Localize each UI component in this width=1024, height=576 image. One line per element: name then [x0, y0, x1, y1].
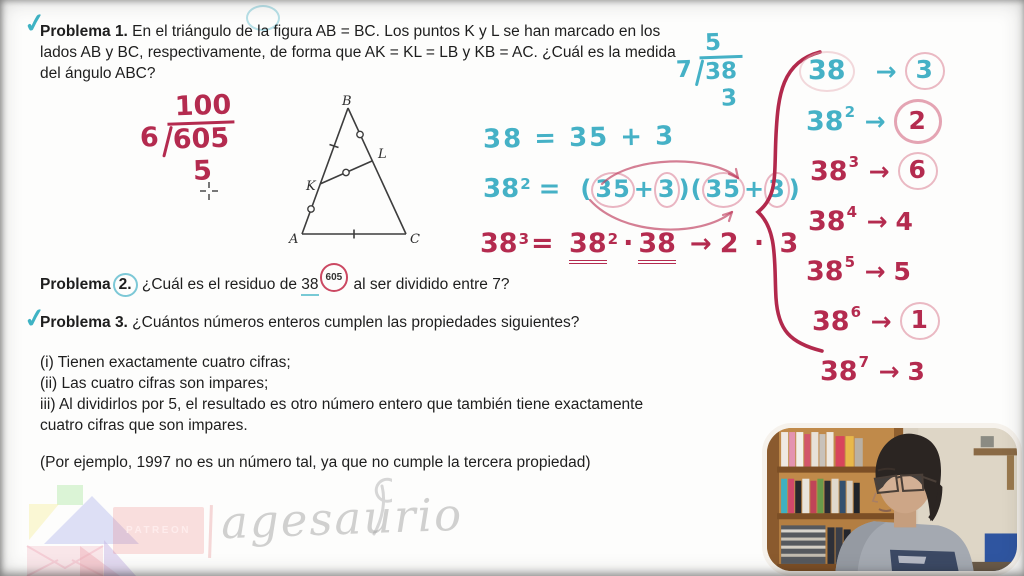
check-icon: ✓ [21, 6, 48, 40]
vertex-label-K: K [306, 179, 316, 194]
power-residue: 1 [900, 302, 940, 340]
handwritten-division-38 [675, 29, 745, 113]
check-icon: ✓ [21, 301, 48, 335]
problem-2-label: Problema [40, 276, 111, 293]
power-residue: 3 [907, 356, 926, 386]
vertex-label-C: C [410, 232, 420, 245]
division-remainder: 3 [720, 85, 738, 112]
division-quotient: 5 [704, 29, 722, 57]
webcam-video [767, 428, 1017, 571]
token-circled: 35 [702, 172, 745, 208]
division-dividend: 605 [167, 120, 235, 155]
power-exponent: 4 [846, 203, 858, 221]
problem-3-example: (Por ejemplo, 1997 no es un número tal, ya que no cumple la tercera propiedad) [40, 454, 591, 471]
token-circled: 3 [764, 172, 790, 208]
problem-3-item-2: (ii) Las cuatro cifras son impares; [40, 375, 269, 392]
problem-2-number-circled: 2. [113, 273, 138, 297]
power-exponent: 2 [844, 103, 856, 121]
arrow-icon: → [866, 206, 888, 236]
watermark-handle: agesaurio [220, 487, 465, 550]
arrow-icon: → [864, 106, 886, 136]
problem-2-text: Problema 2. ¿Cuál es el residuo de 38 605 al ser dividido entre 7? [40, 272, 700, 301]
token: ( [580, 175, 593, 203]
division-dividend: 38 [699, 55, 743, 85]
problem-3-label: Problema 3. [40, 314, 128, 331]
patreon-badge: PATREON [113, 507, 204, 554]
handwritten-division-605 [138, 90, 236, 188]
arrow-icon: → [878, 356, 900, 386]
power-residue: 4 [895, 206, 914, 236]
watermark-divider [208, 505, 213, 558]
base-38: 38 [301, 276, 318, 296]
power-row [806, 46, 945, 96]
power-row [806, 96, 945, 146]
arrow-icon: → [870, 306, 892, 336]
problem-3-item-3: iii) Al dividirlos por 5, el resultado es otro número entero que también tiene exactamente cuatro cifras que son impares. [40, 396, 644, 434]
power-base: 38 [799, 51, 855, 92]
power-exponent: 5 [844, 253, 856, 271]
tick-circle-AK [308, 206, 314, 212]
eq3-factor1-exponent: 2 [607, 230, 619, 248]
distribution-arrows [560, 148, 770, 248]
problem-1-text: Problema 1. En el triángulo de la figura AB = BC. Los puntos K y L se han marcado en los lados AB y BC, respectivamente, de forma que AK = KL = LB y KB = AC. ¿Cuál es la medida del ángulo ABC? [40, 23, 676, 82]
arrow-icon: → [864, 256, 886, 286]
division-quotient: 100 [174, 89, 232, 123]
power-base: 38 [812, 305, 850, 337]
exponent-605-circled: 605 [320, 263, 349, 292]
power-row [812, 296, 951, 346]
wall-shelf [974, 448, 1017, 455]
token: ) [788, 175, 801, 203]
logo-green-square [57, 485, 83, 505]
multiplication-dot: · [623, 228, 634, 259]
eq2-equals: = [538, 174, 561, 204]
token-circled: 3 [654, 172, 680, 208]
eq2-exponent: 2 [520, 175, 531, 193]
power-base: 38 [806, 255, 844, 287]
eq3-result: 2 · 3 [719, 228, 802, 259]
arrow-icon: → [689, 229, 712, 259]
power-row [810, 146, 949, 196]
arrow-icon: → [875, 56, 897, 86]
power-row [820, 346, 959, 396]
division-divisor: 7 [675, 56, 693, 84]
watermark-doodle [352, 468, 392, 538]
power-base: 38 [820, 355, 858, 387]
eq3-exponent: 3 [518, 230, 530, 248]
power-base: 38 [808, 205, 846, 237]
tick-circle-KL [343, 169, 349, 175]
eq3-equals: = [531, 228, 554, 259]
token: + [633, 175, 655, 203]
power-row [806, 246, 945, 296]
mouse-cursor [200, 182, 218, 200]
vertex-label-B: B [342, 95, 352, 109]
power-exponent: 3 [848, 153, 860, 171]
eq3-factor1: 38 [569, 228, 607, 264]
power-row [808, 196, 947, 246]
power-exponent: 6 [850, 303, 862, 321]
division-divisor: 6 [139, 122, 160, 154]
power-residue: 3 [905, 52, 945, 90]
power-residue: 2 [894, 99, 942, 144]
vertex-label-A: A [289, 232, 299, 245]
eq2-base: 38 [483, 174, 520, 204]
power-base: 38 [810, 155, 848, 187]
webcam-overlay [762, 423, 1022, 576]
token: ( [690, 175, 703, 203]
problem-3-item-1: (i) Tienen exactamente cuatro cifras; [40, 354, 291, 371]
power-base: 38 [806, 105, 844, 137]
token: + [743, 175, 766, 203]
triangle-figure [280, 95, 440, 245]
eq3-factor2: 38 [638, 228, 676, 264]
equation-38-decomposition: 38 = 35 + 3 [482, 121, 676, 155]
power-cycle-table [806, 46, 945, 396]
tick-circle-LB [357, 131, 363, 137]
power-exponent: 7 [858, 353, 870, 371]
problem-1-label: Problema 1. [40, 23, 128, 40]
vertex-label-L: L [378, 147, 387, 162]
power-residue: 5 [893, 256, 912, 286]
eq3-base: 38 [480, 228, 518, 259]
power-residue: 6 [898, 152, 938, 190]
token: ) [678, 175, 691, 203]
arrow-icon: → [868, 156, 890, 186]
problem-3-text: Problema 3. ¿Cuántos números enteros cumplen las propiedades siguientes? [40, 314, 580, 331]
token-circled: 35 [591, 172, 634, 208]
division-remainder: 5 [192, 155, 213, 187]
